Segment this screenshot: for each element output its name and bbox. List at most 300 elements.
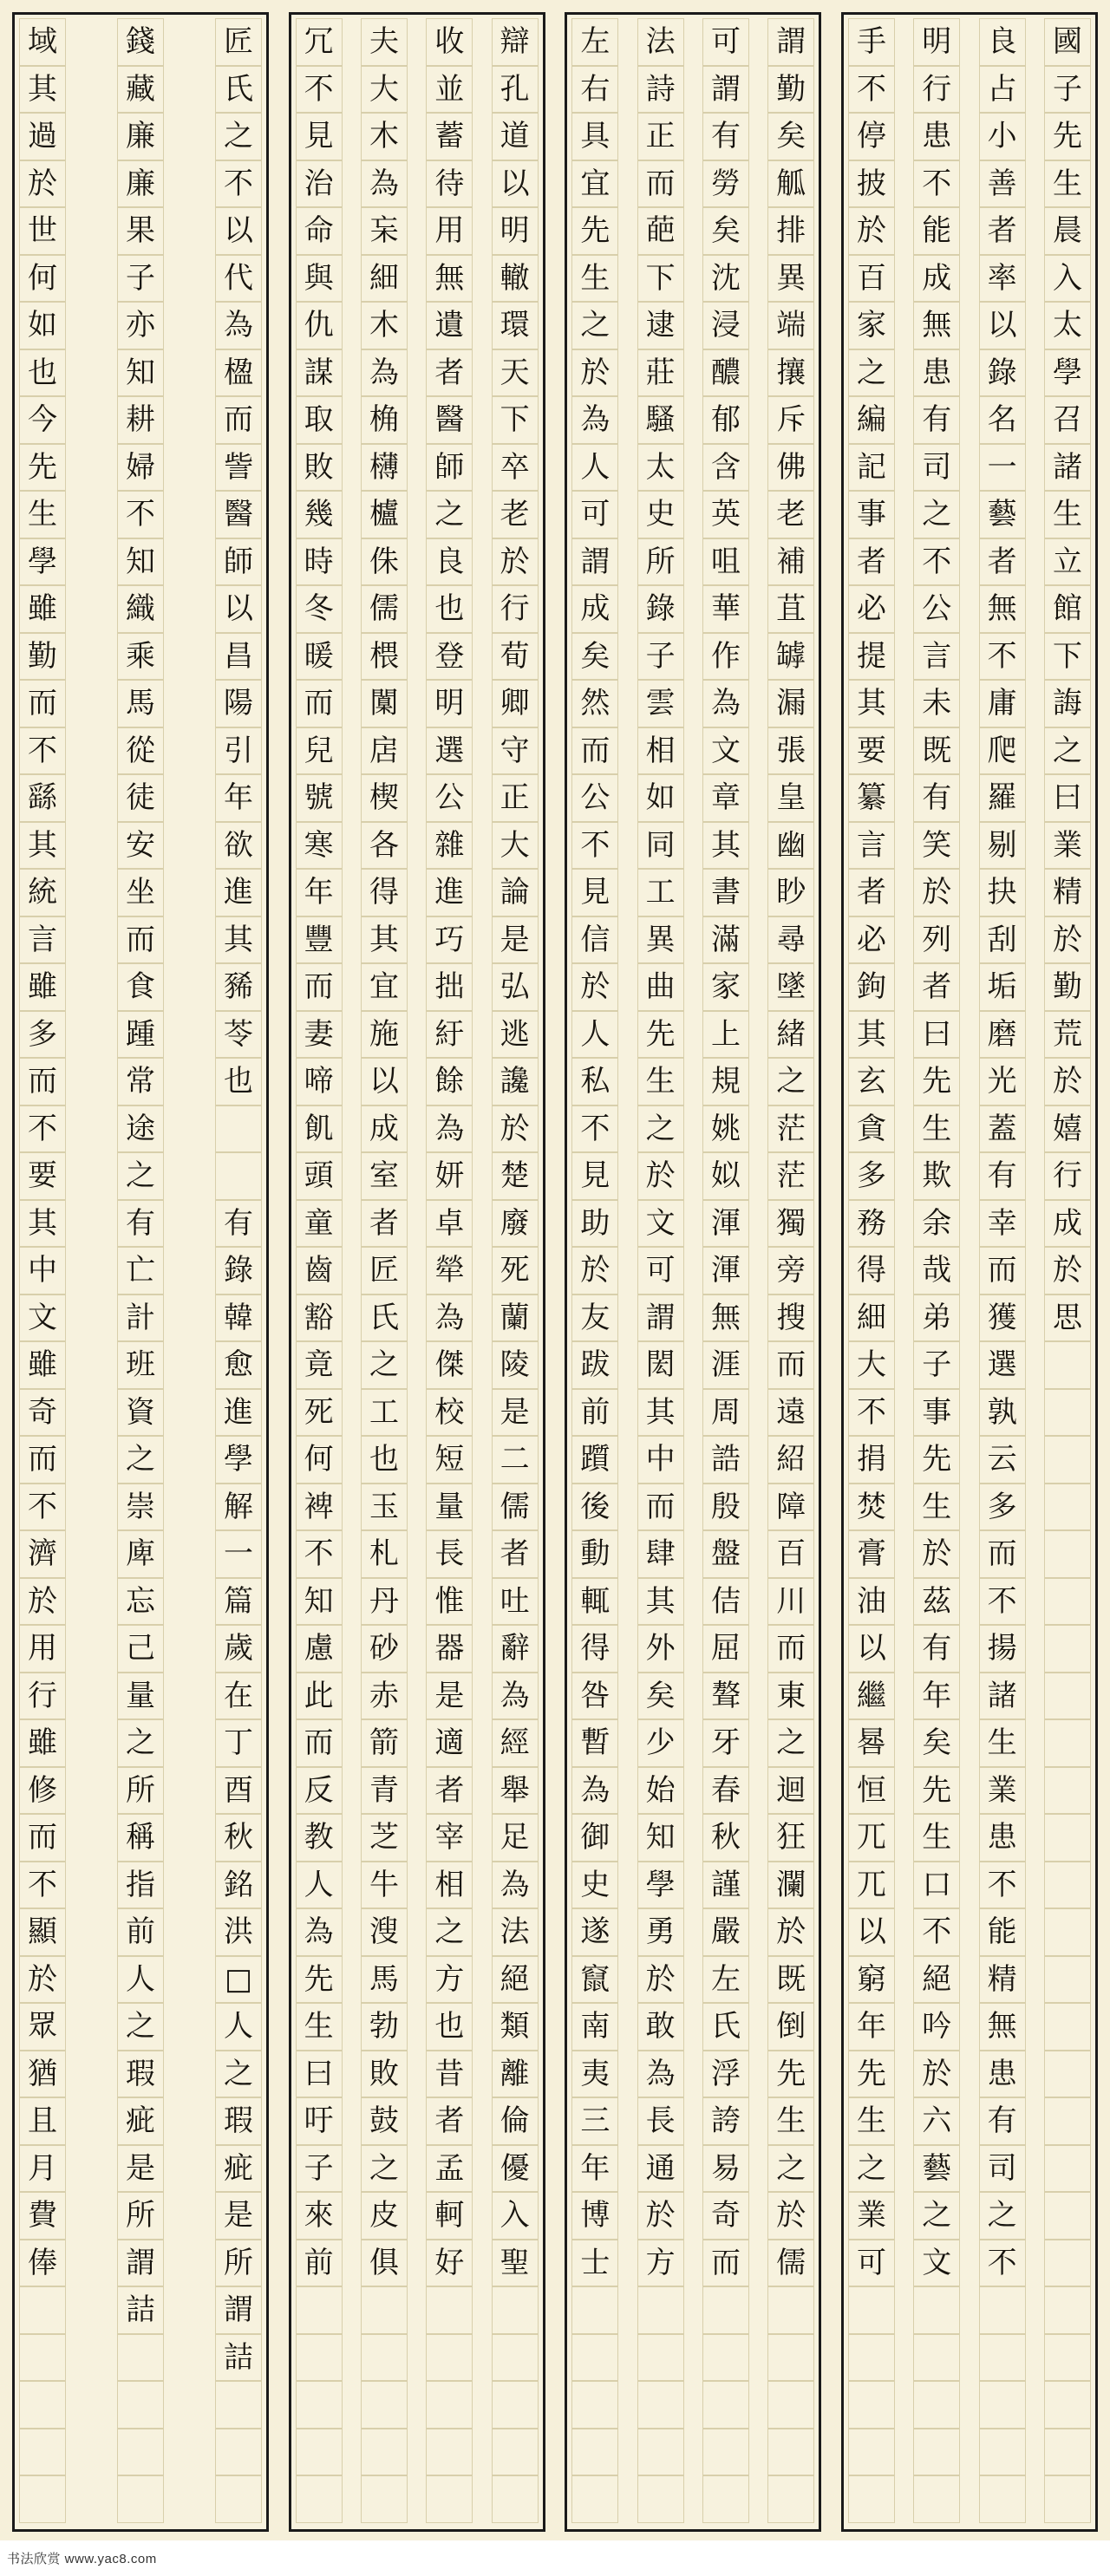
- glyph-cell: 為: [361, 349, 408, 397]
- glyph-cell: 謂: [117, 2240, 164, 2287]
- glyph-cell: 雜: [426, 822, 473, 870]
- glyph-cell: 瑕: [117, 2051, 164, 2098]
- glyph-cell: 先: [913, 1436, 960, 1484]
- glyph-cell: 夷: [571, 2051, 618, 2098]
- glyph-cell: 前: [296, 2240, 343, 2287]
- glyph-cell: 在: [215, 1673, 262, 1720]
- glyph-cell: 於: [571, 1247, 618, 1295]
- glyph-cell: 不: [979, 1862, 1026, 1909]
- glyph-cell: 文: [702, 727, 749, 775]
- glyph-cell: 矣: [571, 633, 618, 681]
- glyph-cell: 勤: [767, 66, 814, 114]
- glyph-cell: 幽: [767, 822, 814, 870]
- glyph-cell: 溲: [361, 1908, 408, 1956]
- glyph-cell: 而: [19, 1814, 66, 1862]
- glyph-cell: 藝: [913, 2145, 960, 2193]
- glyph-cell: 細: [361, 255, 408, 303]
- glyph-cell: 於: [571, 963, 618, 1011]
- glyph-cell: 之: [637, 1105, 684, 1153]
- glyph-cell: 途: [117, 1105, 164, 1153]
- glyph-cell: [19, 2475, 66, 2523]
- glyph-cell: 業: [848, 2192, 895, 2240]
- glyph-cell: 蘭: [492, 1295, 539, 1342]
- glyph-cell: 崇: [117, 1484, 164, 1531]
- glyph-cell: 為: [361, 160, 408, 208]
- glyph-cell: 詰: [215, 2334, 262, 2382]
- glyph-cell: 坐: [117, 869, 164, 916]
- glyph-cell: [848, 2429, 895, 2476]
- glyph-cell: [1044, 1578, 1091, 1626]
- glyph-cell: 者: [426, 2097, 473, 2145]
- glyph-cell: 椳: [361, 633, 408, 681]
- glyph-cell: 矣: [913, 1719, 960, 1767]
- glyph-cell: 惟: [426, 1578, 473, 1626]
- glyph-cell: 銘: [215, 1862, 262, 1909]
- glyph-cell: [637, 2429, 684, 2476]
- glyph-cell: [19, 2286, 66, 2334]
- glyph-cell: 而: [767, 1341, 814, 1389]
- glyph-cell: 法: [492, 1908, 539, 1956]
- glyph-cell: 幾: [296, 491, 343, 538]
- glyph-cell: 類: [492, 2003, 539, 2051]
- glyph-cell: 停: [848, 113, 895, 160]
- glyph-cell: 櫨: [361, 491, 408, 538]
- glyph-cell: 讒: [492, 1058, 539, 1105]
- glyph-cell: 短: [426, 1436, 473, 1484]
- glyph-cell: 教: [296, 1814, 343, 1862]
- glyph-cell: 是: [492, 1389, 539, 1437]
- glyph-cell: 要: [19, 1152, 66, 1200]
- glyph-cell: 然: [571, 680, 618, 727]
- glyph-cell: 文: [637, 1200, 684, 1248]
- glyph-cell: 哉: [913, 1247, 960, 1295]
- panel-1-column-2: [979, 18, 1026, 2526]
- glyph-cell: 成: [913, 255, 960, 303]
- glyph-cell: 佛: [767, 444, 814, 492]
- glyph-cell: 錄: [979, 349, 1026, 397]
- glyph-cell: 多: [848, 1152, 895, 1200]
- glyph-cell: 諸: [979, 1673, 1026, 1720]
- glyph-cell: 而: [19, 1058, 66, 1105]
- glyph-cell: 可: [848, 2240, 895, 2287]
- glyph-cell: 作: [702, 633, 749, 681]
- glyph-cell: 患: [979, 1814, 1026, 1862]
- glyph-cell: 匠: [215, 18, 262, 66]
- glyph-cell: 於: [19, 1956, 66, 2004]
- glyph-cell: 楚: [492, 1152, 539, 1200]
- glyph-cell: 是: [117, 2145, 164, 2193]
- glyph-cell: 如: [637, 774, 684, 822]
- glyph-cell: 之: [1044, 727, 1091, 775]
- glyph-cell: [215, 1105, 262, 1153]
- glyph-cell: 於: [19, 160, 66, 208]
- panel-4-column-2: [117, 18, 164, 2526]
- glyph-cell: 藏: [117, 66, 164, 114]
- glyph-cell: 有: [913, 774, 960, 822]
- glyph-cell: 狂: [767, 1814, 814, 1862]
- glyph-cell: [215, 2381, 262, 2429]
- glyph-cell: 繼: [848, 1673, 895, 1720]
- glyph-cell: 冬: [296, 585, 343, 633]
- glyph-cell: 章: [702, 774, 749, 822]
- glyph-cell: 無: [913, 302, 960, 349]
- glyph-cell: 而: [571, 727, 618, 775]
- glyph-cell: 顯: [19, 1908, 66, 1956]
- glyph-cell: 事: [913, 1389, 960, 1437]
- glyph-cell: 馬: [117, 680, 164, 727]
- glyph-cell: 於: [1044, 1058, 1091, 1105]
- glyph-cell: 者: [979, 207, 1026, 255]
- glyph-cell: 暖: [296, 633, 343, 681]
- glyph-cell: 錄: [215, 1247, 262, 1295]
- glyph-cell: 徒: [117, 774, 164, 822]
- glyph-cell: 仇: [296, 302, 343, 349]
- glyph-cell: 孰: [979, 1389, 1026, 1437]
- glyph-cell: 勇: [637, 1908, 684, 1956]
- glyph-cell: 其: [19, 66, 66, 114]
- glyph-cell: 其: [215, 916, 262, 964]
- glyph-cell: [19, 2381, 66, 2429]
- glyph-cell: [1044, 2334, 1091, 2382]
- glyph-cell: 先: [571, 207, 618, 255]
- glyph-cell: [571, 2429, 618, 2476]
- glyph-cell: 巧: [426, 916, 473, 964]
- glyph-cell: 也: [361, 1436, 408, 1484]
- glyph-cell: 良: [426, 538, 473, 586]
- glyph-cell: 經: [492, 1719, 539, 1767]
- glyph-cell: 耕: [117, 396, 164, 444]
- glyph-cell: 之: [361, 1341, 408, 1389]
- glyph-cell: [913, 2429, 960, 2476]
- glyph-cell: 闑: [361, 680, 408, 727]
- footer-credit: 书法欣赏 www.yac8.com: [7, 2552, 157, 2566]
- glyph-cell: 百: [767, 1530, 814, 1578]
- panel-4-column-1: [215, 18, 262, 2526]
- glyph-cell: 其: [702, 822, 749, 870]
- glyph-cell: [702, 2286, 749, 2334]
- glyph-cell: 者: [492, 1530, 539, 1578]
- glyph-cell: 記: [848, 444, 895, 492]
- glyph-cell: 之: [979, 2192, 1026, 2240]
- glyph-cell: 史: [637, 491, 684, 538]
- glyph-cell: 可: [702, 18, 749, 66]
- glyph-cell: 幸: [979, 1200, 1026, 1248]
- glyph-cell: 旁: [767, 1247, 814, 1295]
- glyph-cell: 月: [19, 2145, 66, 2193]
- glyph-cell: 木: [361, 302, 408, 349]
- glyph-cell: [1044, 2051, 1091, 2098]
- glyph-cell: 生: [1044, 491, 1091, 538]
- glyph-cell: 前: [571, 1389, 618, 1437]
- glyph-cell: 宜: [571, 160, 618, 208]
- glyph-cell: 來: [296, 2192, 343, 2240]
- glyph-cell: 其: [19, 1200, 66, 1248]
- glyph-cell: 郁: [702, 396, 749, 444]
- glyph-cell: 倒: [767, 2003, 814, 2051]
- glyph-cell: 夫: [361, 18, 408, 66]
- glyph-cell: 相: [637, 727, 684, 775]
- glyph-cell: 晷: [848, 1719, 895, 1767]
- glyph-cell: 成: [361, 1105, 408, 1153]
- glyph-cell: 先: [767, 2051, 814, 2098]
- glyph-cell: 文: [913, 2240, 960, 2287]
- glyph-cell: 公: [571, 774, 618, 822]
- glyph-cell: 規: [702, 1058, 749, 1105]
- glyph-cell: 業: [1044, 822, 1091, 870]
- glyph-cell: 者: [426, 349, 473, 397]
- glyph-cell: 人: [117, 1956, 164, 2004]
- glyph-cell: 宜: [361, 963, 408, 1011]
- glyph-cell: 並: [426, 66, 473, 114]
- glyph-cell: 所: [215, 2240, 262, 2287]
- glyph-cell: 張: [767, 727, 814, 775]
- glyph-cell: [767, 2429, 814, 2476]
- glyph-cell: 而: [19, 680, 66, 727]
- glyph-cell: 所: [117, 2192, 164, 2240]
- glyph-cell: 多: [979, 1484, 1026, 1531]
- glyph-cell: 踵: [117, 1011, 164, 1059]
- glyph-cell: 咎: [571, 1673, 618, 1720]
- glyph-cell: 環: [492, 302, 539, 349]
- glyph-cell: 眾: [19, 2003, 66, 2051]
- glyph-cell: 書: [702, 869, 749, 916]
- glyph-cell: 明: [426, 680, 473, 727]
- glyph-cell: 能: [979, 1908, 1026, 1956]
- glyph-cell: 不: [913, 538, 960, 586]
- glyph-cell: 同: [637, 822, 684, 870]
- glyph-cell: 氏: [702, 2003, 749, 2051]
- glyph-cell: 端: [767, 302, 814, 349]
- glyph-cell: 生: [637, 1058, 684, 1105]
- glyph-cell: 於: [913, 869, 960, 916]
- glyph-cell: 生: [979, 1719, 1026, 1767]
- glyph-cell: 無: [979, 2003, 1026, 2051]
- glyph-cell: [19, 2334, 66, 2382]
- panel-1-columns: [844, 15, 1095, 2529]
- glyph-cell: 正: [637, 113, 684, 160]
- glyph-cell: 冗: [296, 18, 343, 66]
- glyph-cell: 明: [492, 207, 539, 255]
- glyph-cell: 且: [19, 2097, 66, 2145]
- glyph-cell: 廉: [117, 113, 164, 160]
- glyph-cell: 曲: [637, 963, 684, 1011]
- glyph-cell: 儒: [361, 585, 408, 633]
- glyph-cell: 下: [492, 396, 539, 444]
- glyph-cell: 者: [979, 538, 1026, 586]
- glyph-cell: 費: [19, 2192, 66, 2240]
- glyph-cell: 先: [296, 1956, 343, 2004]
- glyph-cell: 餘: [426, 1058, 473, 1105]
- glyph-cell: 濟: [19, 1530, 66, 1578]
- glyph-cell: [702, 2334, 749, 2382]
- glyph-cell: [913, 2475, 960, 2523]
- glyph-cell: 方: [426, 1956, 473, 2004]
- glyph-cell: 也: [215, 1058, 262, 1105]
- glyph-cell: 矣: [767, 113, 814, 160]
- glyph-cell: 兒: [296, 727, 343, 775]
- glyph-cell: 芝: [361, 1814, 408, 1862]
- glyph-cell: 其: [637, 1389, 684, 1437]
- glyph-cell: 而: [296, 1719, 343, 1767]
- glyph-cell: 解: [215, 1484, 262, 1531]
- glyph-cell: 東: [767, 1673, 814, 1720]
- glyph-cell: 含: [702, 444, 749, 492]
- glyph-cell: 言: [848, 822, 895, 870]
- glyph-cell: [492, 2286, 539, 2334]
- glyph-cell: 絕: [913, 1956, 960, 2004]
- glyph-cell: 班: [117, 1341, 164, 1389]
- glyph-cell: 以: [215, 585, 262, 633]
- glyph-cell: 而: [979, 1530, 1026, 1578]
- glyph-cell: 用: [426, 207, 473, 255]
- glyph-cell: 太: [637, 444, 684, 492]
- glyph-cell: 登: [426, 633, 473, 681]
- panel-1-column-4: [848, 18, 895, 2526]
- glyph-cell: 吁: [296, 2097, 343, 2145]
- glyph-cell: 咀: [702, 538, 749, 586]
- glyph-cell: 童: [296, 1200, 343, 1248]
- glyph-cell: 一: [979, 444, 1026, 492]
- glyph-cell: 異: [637, 916, 684, 964]
- glyph-cell: 妍: [426, 1152, 473, 1200]
- glyph-cell: 率: [979, 255, 1026, 303]
- glyph-cell: [571, 2286, 618, 2334]
- glyph-cell: [426, 2334, 473, 2382]
- glyph-cell: 剔: [979, 822, 1026, 870]
- glyph-cell: 生: [19, 491, 66, 538]
- glyph-cell: 欺: [913, 1152, 960, 1200]
- glyph-cell: 知: [117, 538, 164, 586]
- glyph-cell: 提: [848, 633, 895, 681]
- glyph-cell: 人: [215, 2003, 262, 2051]
- glyph-cell: 而: [296, 963, 343, 1011]
- glyph-cell: 排: [767, 207, 814, 255]
- glyph-cell: 而: [637, 1484, 684, 1531]
- glyph-cell: 之: [215, 113, 262, 160]
- glyph-cell: 離: [492, 2051, 539, 2098]
- glyph-cell: 以: [848, 1908, 895, 1956]
- glyph-cell: 精: [979, 1956, 1026, 2004]
- glyph-cell: 見: [571, 869, 618, 916]
- glyph-cell: 馬: [361, 1956, 408, 2004]
- glyph-cell: 明: [913, 18, 960, 66]
- panel-3-columns: [291, 15, 543, 2529]
- glyph-cell: 思: [1044, 1295, 1091, 1342]
- glyph-cell: [1044, 1908, 1091, 1956]
- glyph-cell: 卓: [426, 1200, 473, 1248]
- calligraphy-panel-4: [12, 12, 269, 2532]
- glyph-cell: 有: [979, 2097, 1026, 2145]
- glyph-cell: 儒: [767, 2240, 814, 2287]
- glyph-cell: 醫: [215, 491, 262, 538]
- glyph-cell: 不: [19, 1862, 66, 1909]
- glyph-cell: 逃: [492, 1011, 539, 1059]
- glyph-cell: 以: [361, 1058, 408, 1105]
- glyph-cell: 涯: [702, 1341, 749, 1389]
- glyph-cell: 誇: [702, 2097, 749, 2145]
- glyph-cell: 其: [848, 680, 895, 727]
- glyph-cell: 私: [571, 1058, 618, 1105]
- glyph-cell: [1044, 2429, 1091, 2476]
- glyph-cell: 言: [913, 633, 960, 681]
- glyph-cell: [1044, 1956, 1091, 2004]
- glyph-cell: 疵: [215, 2145, 262, 2193]
- glyph-cell: [848, 2286, 895, 2334]
- glyph-cell: 工: [361, 1389, 408, 1437]
- glyph-cell: [296, 2429, 343, 2476]
- glyph-cell: 安: [117, 822, 164, 870]
- glyph-cell: 用: [19, 1625, 66, 1673]
- glyph-cell: 酉: [215, 1767, 262, 1815]
- glyph-cell: [1044, 2286, 1091, 2334]
- glyph-cell: [848, 2475, 895, 2523]
- glyph-cell: 拙: [426, 963, 473, 1011]
- glyph-cell: 統: [19, 869, 66, 916]
- glyph-cell: [1044, 1719, 1091, 1767]
- glyph-cell: [571, 2475, 618, 2523]
- glyph-cell: 者: [426, 1767, 473, 1815]
- glyph-cell: 於: [492, 1105, 539, 1153]
- glyph-cell: 雖: [19, 963, 66, 1011]
- glyph-cell: 者: [361, 1200, 408, 1248]
- glyph-cell: 豨: [215, 963, 262, 1011]
- glyph-cell: 寒: [296, 822, 343, 870]
- glyph-cell: 必: [848, 585, 895, 633]
- glyph-cell: 死: [492, 1247, 539, 1295]
- glyph-cell: 既: [767, 1956, 814, 2004]
- glyph-cell: 渾: [702, 1247, 749, 1295]
- glyph-cell: 不: [979, 1578, 1026, 1626]
- glyph-cell: [117, 2429, 164, 2476]
- glyph-cell: 知: [296, 1578, 343, 1626]
- glyph-cell: 無: [426, 255, 473, 303]
- glyph-cell: 先: [848, 2051, 895, 2098]
- panel-1-column-3: [913, 18, 960, 2526]
- glyph-cell: 道: [492, 113, 539, 160]
- glyph-cell: 笑: [913, 822, 960, 870]
- glyph-cell: 為: [571, 1767, 618, 1815]
- glyph-cell: 子: [1044, 66, 1091, 114]
- glyph-cell: 訾: [215, 444, 262, 492]
- glyph-cell: 俸: [19, 2240, 66, 2287]
- glyph-cell: 不: [913, 1908, 960, 1956]
- glyph-cell: 修: [19, 1767, 66, 1815]
- glyph-cell: 竟: [296, 1341, 343, 1389]
- glyph-cell: 敢: [637, 2003, 684, 2051]
- glyph-cell: 校: [426, 1389, 473, 1437]
- glyph-cell: 為: [426, 1105, 473, 1153]
- glyph-cell: 儒: [492, 1484, 539, 1531]
- glyph-cell: 青: [361, 1767, 408, 1815]
- glyph-cell: 眇: [767, 869, 814, 916]
- glyph-cell: 立: [1044, 538, 1091, 586]
- glyph-cell: 於: [913, 1530, 960, 1578]
- glyph-cell: 敗: [361, 2051, 408, 2098]
- glyph-cell: 下: [1044, 633, 1091, 681]
- glyph-cell: 卿: [492, 680, 539, 727]
- glyph-cell: [19, 2429, 66, 2476]
- glyph-cell: 遂: [571, 1908, 618, 1956]
- glyph-cell: 於: [913, 2051, 960, 2098]
- glyph-cell: 其: [637, 1578, 684, 1626]
- glyph-cell: 茫: [767, 1152, 814, 1200]
- glyph-cell: [979, 2334, 1026, 2382]
- glyph-cell: 選: [426, 727, 473, 775]
- glyph-cell: 博: [571, 2192, 618, 2240]
- glyph-cell: 余: [913, 1200, 960, 1248]
- glyph-cell: 入: [1044, 255, 1091, 303]
- glyph-cell: 於: [767, 2192, 814, 2240]
